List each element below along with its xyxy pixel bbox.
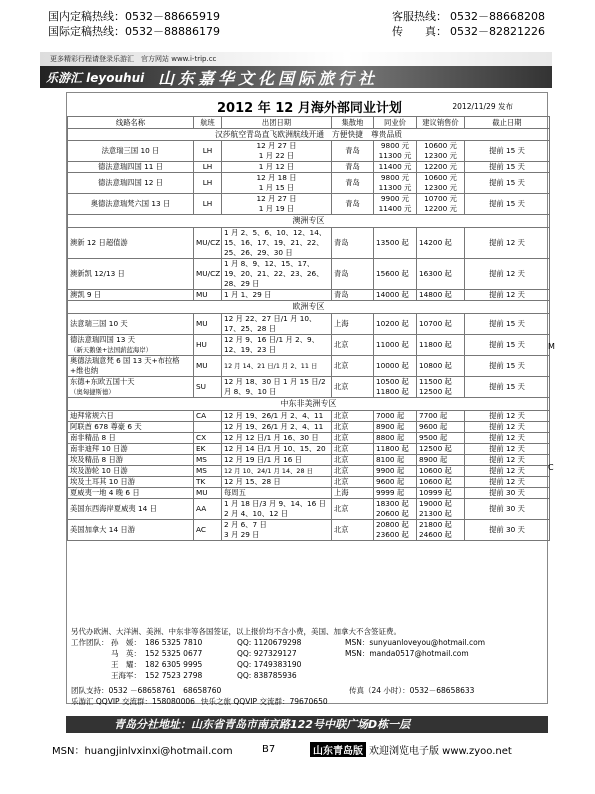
table-row: 澳新凯 12/13 日 MU/CZ 1 月 8、9、12、15、17、19、20、21、22、23、26、28、29 日 青岛 15600 起 16300 起 提前 12 天 — [68, 259, 550, 290]
table-row: 夏威夷一地 4 晚 6 日 MU 每周五 上海 9999 起 10999 起 提前 30 天 — [68, 488, 550, 499]
header-flight: 航班 — [194, 117, 222, 129]
publish-date: 2012/11/29 发布 — [452, 102, 513, 111]
table-row: 南非迪拜 10 日游 EK 12 月 14 日/1 月 10、15、20 北京 11800 起 12500 起 提前 12 天 — [68, 444, 550, 455]
service-hotline-value: 0532－88668208 — [450, 10, 545, 23]
service-hotline-label: 客服热线： — [392, 10, 447, 23]
section-australia: 澳洲专区 — [68, 215, 550, 228]
edge-mark-m: M — [548, 342, 555, 351]
table-row: 南非精品 8 日 CX 12 月 12 日/1 月 16、30 日 北京 8800 起 9500 起 提前 12 天 — [68, 433, 550, 444]
company-name: 山东嘉华文化国际旅行社 — [158, 68, 379, 88]
banner-website: 更多精彩行程请登录乐游汇 官方网站 www.i-trip.cc — [40, 52, 552, 66]
table-row: 法意瑞三国 10 天 MU 12 月 22、27 日/1 月 10、17、25、28 日 上海 10200 起 10700 起 提前 15 天 — [68, 314, 550, 335]
table-row: 法意瑞三国 10 日 LH 12 月 27 日 1 月 22 日 青岛 9800 元 11300 元 10600 元 12300 元 提前 15 天 — [68, 141, 550, 162]
footer-website: 欢迎浏览电子版 www.zyoo.net — [369, 746, 512, 757]
table-header-row — [68, 117, 550, 129]
contact-notes — [67, 626, 549, 707]
branch-address: 青岛分社地址：山东省青岛市南京路122号中联广场D栋一层 — [66, 716, 548, 733]
table-row: 迪拜常规六日 CA 12 月 19、26/1 月 2、4、11 北京 7000 起 7700 起 提前 12 天 — [68, 411, 550, 422]
page-number: B7 — [262, 744, 276, 755]
table-row: 阿联酋 678 尊豪 6 天 12 月 19、26/1 月 2、4、11 北京 8900 起 9600 起 提前 12 天 — [68, 422, 550, 433]
table-row: 奥德法瑞意梵 6 国 13 天+布拉格+维也纳 MU 12 月 14、21 日/1 月 2、11 日 北京 10000 起 10800 起 提前 15 天 — [68, 356, 550, 377]
visa-note: 另代办欧洲、大洋洲、美洲、中东非等各国签证，以上报价均不含小费，美国、加拿大不含签证费。 — [71, 627, 401, 636]
table-row: 德法意瑞四国 11 日 LH 1 月 12 日 青岛 11400 元 12200 元 提前 15 天 — [68, 162, 550, 173]
table-row: 德法意瑞四国 13 天 （新天鹅堡+法国薪蓝海岸） HU 12 月 9、16 日/1 月 2、9、12、19、23 日 北京 11000 起 11800 起 提前 15 天 — [68, 335, 550, 356]
domestic-hotlines — [48, 10, 220, 40]
header-suggested: 建议销售价 — [417, 117, 465, 129]
header-price: 同业价 — [374, 117, 417, 129]
team-label: 工作团队： — [71, 638, 109, 647]
header-dates: 出团日期 — [222, 117, 332, 129]
qq-group-kuaile: 快乐之旅 QQVIP 交流群：79670650 — [201, 697, 328, 706]
table-row: 澳新 12 日超值游 MU/CZ 1 月 2、5、6、10、12、14、15、16、17、19、21、22、25、26、29、30 日 青岛 13500 起 14200 起 提前 12 天 — [68, 228, 550, 259]
section-europe: 欧洲专区 — [68, 301, 550, 314]
domestic-hotline-label: 国内定稿热线： — [48, 10, 125, 23]
team-row: 王海军： 152 7523 2798 QQ: 838785936 — [111, 671, 297, 680]
header-route: 线路名称 — [68, 117, 194, 129]
table-row: 美国东西海岸夏威夷 14 日 AA 1 月 18 日/3 月 9、14、16 日 2 月 4、10、12 日 北京 18300 起 20600 起 19000 起 21300 起 提前 30 天 — [68, 499, 550, 520]
team-row: 马 英： 152 5325 0677 QQ: 927329127 MSN：manda0517@hotmail.com — [111, 649, 469, 658]
team-support: 团队支持：0532 －68658761 68658760 — [71, 686, 222, 695]
fax-value: 0532－82821226 — [450, 25, 545, 38]
intl-hotline-label: 国际定稿热线： — [48, 25, 125, 38]
table-row: 埃及土耳其 10 日游 TK 12 月 15、28 日 北京 9600 起 10600 起 提前 12 天 — [68, 477, 550, 488]
service-hotlines — [392, 10, 545, 40]
table-row: 奥德法意瑞梵六国 13 日 LH 12 月 27 日 1 月 19 日 青岛 9900 元 11400 元 10700 元 12200 元 提前 15 天 — [68, 194, 550, 215]
leyouhui-logo: 乐游汇 leyouhui — [46, 70, 145, 85]
table-row: 埃及精品 8 日游 MS 12 月 19 日/1 月 16 日 北京 8100 起 8900 起 提前 12 天 — [68, 455, 550, 466]
schedule-card — [66, 92, 548, 704]
team-row: 工作团队： 孙 媛： 186 5325 7810 QQ: 1120679298 MSN：sunyuanloveyou@hotmail.com — [71, 638, 486, 647]
section-middle-east-africa-americas: 中东非美洲专区 — [68, 398, 550, 411]
header-city: 集散地 — [332, 117, 374, 129]
header-deadline: 截止日期 — [465, 117, 550, 129]
table-row: 德法意瑞四国 12 日 LH 12 月 18 日 1 月 15 日 青岛 9800 元 11300 元 10600 元 12300 元 提前 15 天 — [68, 173, 550, 194]
table-row: 澳凯 9 日 MU 1 月 1、29 日 青岛 14000 起 14800 起 提前 12 天 — [68, 290, 550, 301]
fax-24h: 传真（24 小时）：0532－68658633 — [349, 686, 475, 695]
qq-groups — [71, 696, 549, 707]
team-row: 王 耀： 182 6305 9995 QQ: 1749383190 — [111, 660, 302, 669]
footer-msn: MSN：huangjinlvxinxi@hotmail.com — [52, 746, 233, 757]
lufthansa-notice: 汉莎航空青岛直飞欧洲航线开通 方便快捷 尊贵品质 — [68, 129, 550, 141]
intl-hotline-value: 0532－88886179 — [125, 25, 220, 38]
schedule-table — [67, 116, 550, 541]
edge-mark-c: C — [548, 463, 554, 472]
table-row: 埃及游轮 10 日游 MS 12 月 10、24/1 月 14、28 日 北京 9900 起 10600 起 提前 12 天 — [68, 466, 550, 477]
agency-banner — [40, 66, 552, 88]
edition-label: 山东青岛版 — [310, 742, 366, 757]
page-title: 2012 年 12 月海外部同业计划 — [217, 101, 402, 116]
page-footer — [52, 742, 552, 757]
fax-label: 传 真： — [392, 25, 447, 38]
support-row — [71, 685, 549, 696]
qq-group-leyouhui: 乐游汇 QQVIP 交流群：158080006 — [71, 697, 195, 706]
domestic-hotline-value: 0532－88665919 — [125, 10, 220, 23]
table-row: 美国加拿大 14 日游 AC 2 月 6、7 日 3 月 29 日 北京 20800 起 23600 起 21800 起 24600 起 提前 30 天 — [68, 520, 550, 541]
table-row: 东德+东欧五国十天 （奥匈捷斯德） SU 12 月 18、30 日 1 月 15 日/2 月 8、9、10 日 北京 10500 起 11800 起 11500 起 12500 起 提前 15 天 — [68, 377, 550, 398]
